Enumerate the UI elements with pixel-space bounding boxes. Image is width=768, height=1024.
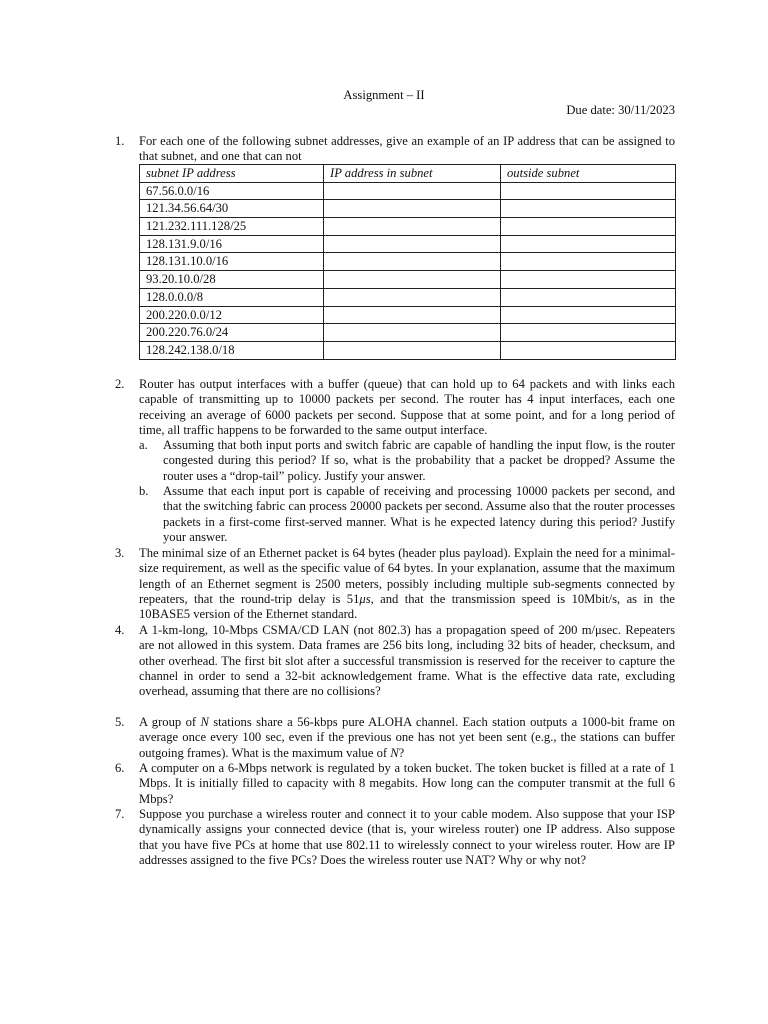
question-2-number: 2. [115, 377, 125, 391]
outside-subnet-cell[interactable] [501, 306, 676, 324]
table-row [140, 341, 676, 359]
due-date: Due date: 30/11/2023 [566, 103, 675, 117]
in-subnet-cell[interactable] [324, 253, 501, 271]
question-6-number: 6. [115, 761, 125, 775]
in-subnet-cell[interactable] [324, 235, 501, 253]
outside-subnet-cell[interactable] [501, 271, 676, 289]
question-2b-text: Assume that each input port is capable of receiving and processing 10000 packets per second, and that the switching fabric can process 20000 packets per second. Assume also that the router processes packets in a first-come first-served manner. What is he expected latency during this period? Justify your answer. [163, 484, 675, 544]
outside-subnet-cell[interactable] [501, 235, 676, 253]
subnet-cell: 128.242.138.0/18 [140, 341, 324, 359]
question-3-text: The minimal size of an Ethernet packet is 64 bytes (header plus payload). Explain the need for a minimal-size requirement, as well as the specific value of 64 bytes. In your explanation, assume that the maximum length of an Ethernet segment is 2500 meters, possibly including multiple sub-segments connected by repeaters, that the round-trip delay is 51 [139, 546, 675, 606]
table-row [140, 253, 676, 271]
question-1-number: 1. [115, 134, 125, 148]
subnet-cell: 121.232.111.128/25 [140, 218, 324, 236]
subnet-cell: 121.34.56.64/30 [140, 200, 324, 218]
question-3-unit: μs [359, 591, 371, 606]
table-row [140, 288, 676, 306]
question-2b-label: b. [139, 484, 149, 499]
subnet-cell: 128.131.9.0/16 [140, 235, 324, 253]
outside-subnet-cell[interactable] [501, 200, 676, 218]
question-5-variable: N [200, 715, 209, 729]
question-5-text: A group of [139, 715, 201, 729]
question-2a-text: Assuming that both input ports and switch fabric are capable of handling the input flow, is the router congested during this period? If so, what is the probability that a packet be dropped? Assume the router uses a “drop-tail” policy. Justify your answer. [163, 438, 675, 483]
in-subnet-cell[interactable] [324, 341, 501, 359]
outside-subnet-cell[interactable] [501, 253, 676, 271]
question-5-number: 5. [115, 715, 125, 729]
question-6 [115, 761, 675, 807]
in-subnet-cell[interactable] [324, 182, 501, 200]
question-4 [115, 623, 675, 699]
question-6-text: A computer on a 6-Mbps network is regulated by a token bucket. The token bucket is filled at a rate of 1 Mbps. It is initially filled to capacity with 8 megabits. How long can the computer transmit at the full 6 Mbps? [139, 761, 675, 806]
in-subnet-cell[interactable] [324, 271, 501, 289]
subnet-cell: 200.220.0.0/12 [140, 306, 324, 324]
question-7-text: Suppose you purchase a wireless router and connect it to your cable modem. Also suppose that your ISP dynamically assigns your connected device (that is, your wireless router) one IP address. Also suppose that you have five PCs at home that use 802.11 to wirelessly connect to your wireless router. How are IP addresses assigned to the five PCs? Does the wireless router use NAT? Why or why not? [139, 807, 675, 867]
table-header-in-subnet: IP address in subnet [324, 165, 501, 183]
table-header-outside-subnet: outside subnet [501, 165, 676, 183]
question-5 [115, 715, 675, 761]
question-5-text-mid: stations share a 56-kbps pure ALOHA channel. Each station outputs a 1000-bit frame on average once every 100 sec, even if the previous one has not yet been sent (e.g., the stations can buffer outgoing frames). What is the maximum value of [139, 715, 675, 760]
question-4-number: 4. [115, 623, 125, 637]
outside-subnet-cell[interactable] [501, 341, 676, 359]
table-row [140, 271, 676, 289]
in-subnet-cell[interactable] [324, 218, 501, 236]
question-4-text: A 1-km-long, 10-Mbps CSMA/CD LAN (not 802.3) has a propagation speed of 200 m/μsec. Repeaters are not allowed in this system. Data frames are 256 bits long, including 32 bits of header, checksum, and other overhead. The first bit slot after a successful transmission is reserved for the receiver to capture the channel in order to send a 32-bit acknowledgement frame. What is the effective data rate, excluding overhead, assuming that there are no collisions? [139, 623, 675, 699]
question-3-number: 3. [115, 546, 125, 560]
table-row [140, 324, 676, 342]
table-header-row [140, 165, 676, 183]
question-2-text: Router has output interfaces with a buffer (queue) that can hold up to 64 packets and with links each capable of transmitting up to 10000 packets per second. The router has 4 input interfaces, each one receiving an average of 6000 packets per second. Suppose that at some point, and for a long period of time, all traffic happens to be forwarded to the same output interface. [139, 377, 675, 437]
question-5-text-end: ? [398, 745, 405, 760]
question-2b [139, 484, 675, 545]
outside-subnet-cell[interactable] [501, 288, 676, 306]
outside-subnet-cell[interactable] [501, 324, 676, 342]
question-2a [139, 438, 675, 484]
in-subnet-cell[interactable] [324, 306, 501, 324]
page-title: Assignment – II [343, 88, 425, 102]
table-row [140, 200, 676, 218]
outside-subnet-cell[interactable] [501, 218, 676, 236]
subnet-cell: 128.0.0.0/8 [140, 288, 324, 306]
subnet-cell: 200.220.76.0/24 [140, 324, 324, 342]
subnet-cell: 93.20.10.0/28 [140, 271, 324, 289]
in-subnet-cell[interactable] [324, 324, 501, 342]
subnet-cell: 128.131.10.0/16 [140, 253, 324, 271]
question-5-variable: N [390, 745, 399, 760]
question-1-text: For each one of the following subnet addresses, give an example of an IP address that can be assigned to that subnet, and one that can not [139, 134, 675, 164]
question-2 [115, 377, 675, 545]
outside-subnet-cell[interactable] [501, 182, 676, 200]
table-row [140, 306, 676, 324]
in-subnet-cell[interactable] [324, 288, 501, 306]
in-subnet-cell[interactable] [324, 200, 501, 218]
question-7 [115, 807, 675, 868]
question-3-text-end: , and that the transmission speed is 10Mbit/s, as in the 10BASE5 version of the Ethernet standard. [139, 591, 675, 622]
question-3 [115, 546, 675, 622]
table-row [140, 182, 676, 200]
question-1 [115, 134, 675, 165]
table-row [140, 218, 676, 236]
table-header-subnet: subnet IP address [140, 165, 324, 183]
question-7-number: 7. [115, 807, 125, 821]
question-2a-label: a. [139, 438, 148, 453]
subnet-cell: 67.56.0.0/16 [140, 182, 324, 200]
table-row [140, 235, 676, 253]
subnet-table [139, 164, 676, 360]
